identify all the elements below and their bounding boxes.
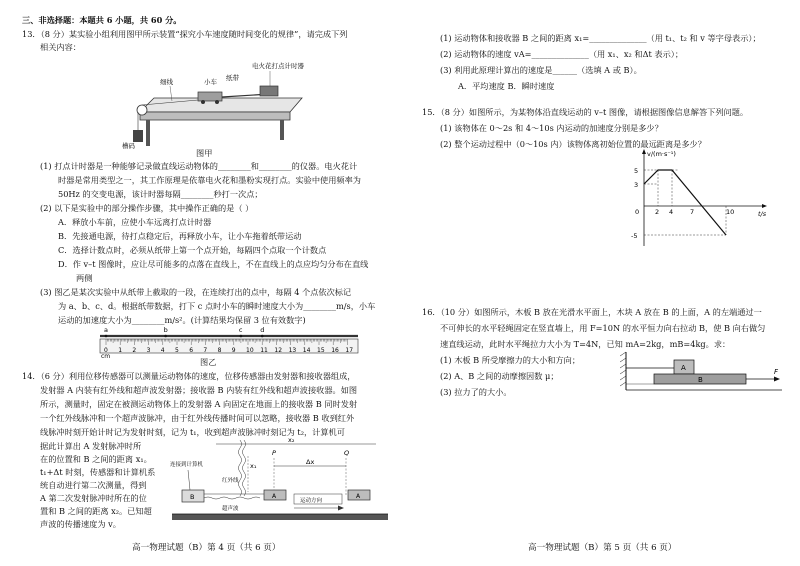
xtick-10: 10	[726, 208, 735, 216]
ruler-number: 4	[160, 347, 165, 354]
q13-p2-option-a: A．释放小车前，应使小车远离打点计时器	[58, 217, 212, 227]
q13-intro-line2: 相关内容：	[40, 42, 81, 52]
section-header: 三、非选择题：本题共 6 小题，共 60 分。	[22, 15, 182, 25]
p-label: P	[272, 449, 276, 457]
ruler-number: 3	[146, 347, 151, 354]
x2-label: x₂	[288, 436, 295, 444]
apparatus-figure	[120, 54, 310, 150]
receiver-b-label: B	[190, 493, 195, 501]
infrared-label: 红外线	[222, 478, 239, 484]
q13-p3-line3: 运动的加速度大小为________m/s²。(计算结果均保留 3 位有效数字)	[58, 315, 306, 325]
q14-p1: (1) 运动物体和接收器 B 之间的距离 x₁=______________（用 t₁、t₂ 和 v 等字母表示）；	[440, 33, 761, 43]
q13-p2-option-d: D．作 v–t 图像时，应让尽可能多的点落在直线上，不在直线上的点应均匀分布在直线	[58, 259, 369, 269]
ruler-number: 14	[302, 347, 311, 354]
q14-side-line1: 据此计算出 A 发射脉冲时所	[40, 441, 142, 451]
q14-side-line6: 置和 B 之间的距离 x₂。已知超	[40, 506, 152, 516]
q15-line1: 15．（8 分）如图所示，为某物体沿直线运动的 v–t 图像，请根据图像信息解答下列问题。	[422, 107, 749, 117]
q13-p1-line2: 时器是常用类型之一，其工作原理是依靠电火花和墨粉实现打点。实验中使用频率为	[58, 175, 361, 185]
ruler-point-label: a	[104, 326, 108, 334]
ruler-number: 0	[104, 347, 108, 354]
ruler-number: 17	[345, 347, 354, 354]
ruler-unit: cm	[101, 353, 111, 358]
figure-jia-caption: 图甲	[196, 148, 213, 158]
q14-p2: (2) 运动物体的速度 vA=______________（用 x₁、x₂ 和Δt 表示）；	[440, 49, 684, 59]
vt-graph	[622, 148, 772, 250]
xtick-4: 4	[669, 208, 674, 216]
xtick-7: 7	[690, 208, 695, 216]
ruler-number: 5	[175, 347, 179, 354]
q13-p2-stem: (2) 以下是实验中的部分操作步骤，其中操作正确的是（ ）	[40, 203, 254, 213]
q15-p2: (2) 整个运动过程中（0～10s 内）该物体离初始位置的最远距离是多少？	[440, 139, 706, 149]
q14-side-line2: 在的位置和 B 之间的距离 x₁。	[40, 454, 152, 464]
ruler-number: 13	[288, 347, 297, 354]
q16-p2: (2) A、B 之间的动摩擦因数 μ；	[440, 371, 559, 381]
q16-p3: (3) 拉力了的大小。	[440, 387, 512, 397]
left-footer: 高一物理试题（B）第 4 页（共 6 页）	[132, 543, 281, 553]
force-f-label: F	[774, 368, 779, 376]
timer-label: 电火花打点计时器	[252, 62, 304, 70]
q14-line1: 14．（6 分）利用位移传感器可以测量运动物体的速度，位移传感器由发射器和接收器组成，	[22, 371, 356, 381]
block-figure	[618, 346, 788, 400]
thread-label: 细线	[160, 78, 173, 86]
q-label: Q	[344, 449, 350, 457]
ruler-number: 7	[203, 347, 208, 354]
q14-side-line5: A 第二次发射脉冲时所在的位	[40, 493, 147, 503]
direction-label: 运动方向	[300, 498, 323, 504]
q14-line3: 所示，测量时，固定在被测运动物体上的发射器 A 向固定在地面上的接收器 B 同时发射	[40, 399, 358, 409]
ruler-point-dot	[105, 335, 108, 338]
computer-label: 连接到计算机	[170, 462, 204, 468]
q14-line4: 一个红外线脉冲和一个超声波脉冲，由于红外线传播时间可以忽略，接收器 B 收到红外	[40, 413, 355, 423]
ytick-5: 5	[634, 167, 639, 175]
ultrasonic-label: 超声波	[222, 506, 239, 512]
q14-p3: (3) 利用此原理计算出的速度是______（选填 A 或 B）。	[440, 65, 642, 75]
q14-line2: 发射器 A 内装有红外线和超声波发射器；接收器 B 内装有红外线和超声波接收器。如图	[40, 385, 358, 395]
block-a-label: A	[681, 364, 686, 372]
q14-line5: 线脉冲时刻开始计时记为发射时刻，记为 t₁，收到超声波脉冲时刻记为 t₂，计算机可	[40, 427, 345, 437]
cart-label: 小车	[204, 78, 217, 86]
ruler-number: 12	[274, 347, 283, 354]
vt-line	[644, 170, 726, 235]
ruler-number: 16	[331, 347, 339, 354]
ruler-figure	[96, 326, 362, 358]
right-footer: 高一物理试题（B）第 5 页（共 6 页）	[528, 543, 677, 553]
ruler-point-dot	[240, 335, 243, 338]
ruler-point-label: b	[163, 326, 168, 334]
hook-label: 槽码	[122, 142, 135, 150]
q13-p2-option-b: B．先接通电源，待打点稳定后，再释放小车，让小车拖着纸带运动	[58, 231, 302, 241]
q16-line1: 16．（10 分）如图所示，木板 B 放在光滑水平面上，木块 A 放在 B 的上面，A 的左端通过一	[422, 307, 762, 317]
ruler-point-label: c	[238, 326, 243, 334]
emitter-a-label-p: A	[272, 493, 277, 500]
q16-line3: 速直线运动，此时水平绳拉力大小为 T=4N，已知 mA=2kg，mB=4kg。求：	[440, 339, 731, 349]
q14-side-line4: 统自动进行第二次测量，得到	[40, 480, 147, 490]
tape-label: 纸带	[226, 74, 239, 82]
xtick-2: 2	[655, 208, 660, 216]
figure-yi-caption: 图乙	[200, 357, 217, 367]
q16-p1: (1) 木板 B 所受摩擦力的大小和方向；	[440, 355, 581, 365]
sensor-figure	[168, 436, 394, 532]
vt-xlabel: t/s	[758, 210, 767, 218]
x1-label: x₁	[250, 462, 257, 470]
ruler-number: 1	[118, 347, 123, 354]
ruler-number: 9	[231, 347, 236, 354]
q14-side-line3: t₁+Δt 时刻，传感器和计算机系	[40, 467, 156, 477]
q13-p3-line2: 为 a、b、c、d。根据纸带数据，打下 c 点时小车的瞬时速度大小为________m/s，小车	[58, 301, 376, 311]
ytick-neg5: -5	[631, 232, 638, 240]
ruler-number: 15	[317, 347, 325, 354]
q14-p3-options: A．平均速度 B．瞬时速度	[458, 81, 555, 91]
ruler-point-dot	[164, 335, 167, 338]
ruler-number: 6	[189, 347, 194, 354]
q13-intro-line1: 13．（8 分）某实验小组利用图甲所示装置“探究小车速度随时间变化的规律”，请完成下列	[22, 29, 348, 39]
ruler-number: 2	[132, 347, 137, 354]
ruler-number: 8	[217, 347, 222, 354]
q13-p2-option-c: C．选择计数点时，必须从纸带上第一个点开始，每隔四个点取一个计数点	[58, 245, 327, 255]
q13-p2-option-d-cont: 两侧	[76, 273, 93, 283]
q15-p1: (1) 该物体在 0～2s 和 4～10s 内运动的加速度分别是多少？	[440, 123, 663, 133]
dx-label: Δx	[306, 458, 315, 466]
ruler-number: 10	[246, 347, 254, 354]
ytick-3: 3	[634, 181, 639, 189]
ytick-0: 0	[635, 208, 640, 216]
right-page	[400, 0, 800, 566]
ruler-point-dot	[261, 335, 264, 338]
q13-p3-line1: (3) 图乙是某次实验中从纸带上截取的一段，在连续打出的点中，每隔 4 个点依次标记	[40, 287, 352, 297]
board-b-label: B	[698, 376, 703, 384]
q16-line2: 不可伸长的水平轻绳固定在竖直墙上，用 F=10N 的水平恒力向右拉动 B，使 B 向右做匀	[440, 323, 766, 333]
q13-p1-line1: (1) 打点计时器是一种能够记录做直线运动物体的________和________的仪器。电火花计	[40, 161, 358, 171]
q14-side-line7: 声波的传播速度为 v。	[40, 519, 121, 529]
q13-p1-line3: 50Hz 的交变电源，该计时器每隔________秒打一次点；	[58, 189, 263, 199]
ruler-number: 11	[260, 347, 268, 354]
ruler-point-label: d	[260, 326, 265, 334]
vt-ylabel: v/(m·s⁻¹)	[647, 150, 676, 158]
emitter-a-label-q: A	[356, 493, 361, 500]
